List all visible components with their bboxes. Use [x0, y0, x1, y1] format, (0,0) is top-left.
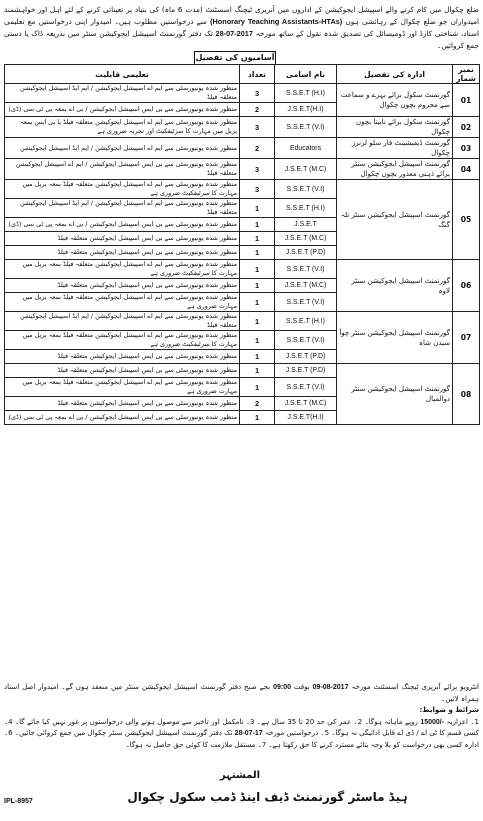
- qualification-cell: منظور شدہ یونیورسٹی سے ایم اے اسپیشل ایجوکیشن / ایم ایڈ اسپیشل ایجوکیشن متعلقہ فیلڈ: [5, 84, 240, 103]
- header-institution: ادارہ کی تفصیل: [337, 65, 453, 84]
- count-cell: 3: [240, 84, 275, 103]
- count-cell: 1: [240, 350, 275, 364]
- institution-cell: گورنمنٹ اسپیشل ایجوکیشن سنٹر چوآ سیدن شاہ: [337, 312, 453, 364]
- qualification-cell: منظور شدہ یونیورسٹی سے ایم اے اسپیشل ایجوکیشن متعلقہ فیلڈ بمعہ بریل میں مہارت کا سرٹیفکیٹ ضروری ہے: [5, 331, 240, 350]
- institution-cell: گورنمنٹ سکول برائے بہرے و سماعت سے محروم بچوں چکوال: [337, 84, 453, 117]
- post-cell: S.S.E.T (H.I): [275, 312, 337, 331]
- count-cell: 1: [240, 232, 275, 246]
- count-cell: 3: [240, 180, 275, 199]
- qualification-cell: منظور شدہ یونیورسٹی سے ایم اے اسپیشل ایجوکیشن متعلقہ فیلڈ بمعہ بریل میں مہارت کا سرٹیفکیٹ ضروری ہے: [5, 260, 240, 279]
- count-cell: 2: [240, 103, 275, 117]
- table-row: [5, 180, 480, 199]
- intro-line2-end: تک دفتر گورنمنٹ اسپیشل ایجوکیشن سنٹر میں بذریعہ ڈاک یا دستی جمع کروائیں۔: [4, 29, 479, 50]
- terms-heading: شرائط و ضوابط:: [419, 706, 479, 714]
- table-row: [5, 117, 480, 138]
- qualification-cell: منظور شدہ یونیورسٹی سے بی ایس اسپیشل ایجوکیشن متعلقہ فیلڈ: [5, 364, 240, 378]
- post-cell: S.S.E.T (H.I): [275, 84, 337, 103]
- table-row: [5, 159, 480, 180]
- header-serial: نمبر شمار: [453, 65, 480, 84]
- header-qualification: تعلیمی قابلیت: [5, 65, 240, 84]
- institution-cell: گورنمنٹ اسپیشل ایجوکیشن سنٹر تلہ گنگ: [337, 180, 453, 260]
- qualification-cell: منظور شدہ یونیورسٹی سے بی ایس اسپیشل ایجوکیشن متعلقہ فیلڈ: [5, 350, 240, 364]
- interview-time: 09:00: [273, 684, 291, 691]
- institution-cell: گورنمنٹ سکول برائے نابینا بچوں چکوال: [337, 117, 453, 138]
- serial-cell: 04: [453, 159, 480, 180]
- count-cell: 2: [240, 138, 275, 159]
- terms-text-2: روپے ماہانہ ہوگا۔ 2۔ عمر کی حد 20 تا 35 سال ہے۔ 3۔ نامکمل اور تاخیر سے موصول ہونے والی درخواستوں پر غور نہیں کیا جائے گا۔ 4۔ کسی قسم کا ٹی اے / ڈی اے قابل ادائیگی نہ ہوگا۔: [4, 717, 479, 737]
- post-cell: J.S.E.T (P.D): [275, 350, 337, 364]
- post-cell: S.S.E.T (V.I): [275, 117, 337, 138]
- post-cell: S.S.E.T (V.I): [275, 293, 337, 312]
- count-cell: 1: [240, 411, 275, 425]
- qualification-cell: منظور شدہ یونیورسٹی سے بی ایس اسپیشل ایجوکیشن / بی اے بمعہ پی ٹی سی (ڈی): [5, 411, 240, 425]
- interview-date: 09-08-2017: [312, 684, 349, 691]
- count-cell: 1: [240, 331, 275, 350]
- serial-cell: 02: [453, 117, 480, 138]
- honorarium-amount: 15000/-: [420, 718, 445, 726]
- ipl-code: IPL-8957: [4, 798, 33, 805]
- intro-line2: سے درخواستیں مطلوب ہیں۔ امیدوار اپنی درخواستیں مع تعلیمی اسناد، شناختی کارڈ اور ڈومیسائل کی تصدیق شدہ نقول کے ساتھ مورخہ: [4, 17, 480, 38]
- institution-cell: گورنمنٹ ڈیفیشینٹ فار سلو لرنرز چکوال: [337, 138, 453, 159]
- advertiser-label: المشتہر: [219, 770, 261, 781]
- institution-cell: گورنمنٹ اسپیشل ایجوکیشن سنٹر دوالمیال: [337, 364, 453, 425]
- count-cell: 1: [240, 218, 275, 232]
- serial-cell: 08: [453, 364, 480, 425]
- qualification-cell: منظور شدہ یونیورسٹی سے ایم اے اسپیشل ایجوکیشن متعلقہ فیلڈ یا بی ایس بمعہ بریل میں مہارت کا سرٹیفکیٹ اور تجربہ ضروری ہے: [5, 117, 240, 138]
- interview-note-text: انٹرویو برائے آنریری ٹیچنگ اسسٹنٹ مورخہ: [351, 683, 479, 691]
- posts-table: [4, 64, 480, 425]
- qualification-cell: منظور شدہ یونیورسٹی سے بی ایس اسپیشل ایجوکیشن متعلقہ فیلڈ: [5, 279, 240, 293]
- count-cell: 1: [240, 246, 275, 260]
- qualification-cell: منظور شدہ یونیورسٹی سے بی ایس اسپیشل ایجوکیشن متعلقہ فیلڈ: [5, 397, 240, 411]
- hta-label: (Honorary Teaching Assistants-HTAs): [210, 17, 343, 26]
- post-cell: S.S.E.T (V.I): [275, 378, 337, 397]
- qualification-cell: منظور شدہ یونیورسٹی سے ایم اے اسپیشل ایجوکیشن / ایم ایڈ اسپیشل ایجوکیشن متعلقہ فیلڈ: [5, 312, 240, 331]
- qualification-cell: منظور شدہ یونیورسٹی سے ایم اے اسپیشل ایجوکیشن متعلقہ فیلڈ بمعہ بریل میں مہارت ضروری ہے: [5, 293, 240, 312]
- serial-cell: 06: [453, 260, 480, 312]
- terms-text-3: 5۔ درخواستیں مورخہ: [264, 729, 330, 737]
- post-cell: J.S.E.T (M.C): [275, 397, 337, 411]
- qualification-cell: منظور شدہ یونیورسٹی سے ایم اے اسپیشل ایجوکیشن / ایم ایڈ اسپیشل ایجوکیشن متعلقہ فیلڈ: [5, 199, 240, 218]
- terms-paragraph: [4, 717, 479, 752]
- post-cell: Educators: [275, 138, 337, 159]
- count-cell: 1: [240, 293, 275, 312]
- count-cell: 1: [240, 199, 275, 218]
- signoff-line: ہیڈ ماسٹر گورنمنٹ ڈیف اینڈ ڈمب سکول چکوال: [127, 790, 408, 804]
- table-row: [5, 138, 480, 159]
- qualification-cell: منظور شدہ یونیورسٹی سے ایم اے اسپیشل ایجوکیشن / ایم ایڈ اسپیشل ایجوکیشن: [5, 138, 240, 159]
- post-cell: J.S.E.T: [275, 218, 337, 232]
- serial-cell: 03: [453, 138, 480, 159]
- post-cell: J.S.E.T (M.C): [275, 232, 337, 246]
- intro-line1: ضلع چکوال میں کام کرنے والے اسپیشل ایجوکیشن کے اداروں میں آنریری ٹیچنگ اسسٹنٹ (مدت 6 ماہ) کی بنیاد پر تعیناتی کرنے کے لئے اہل اور خواہشمند امیدواران جو ضلع چکوال کے رہائشی ہوں: [4, 5, 480, 26]
- qualification-cell: منظور شدہ یونیورسٹی سے بی ایس اسپیشل ایجوکیشن / ایم اے اسپیشل ایجوکیشن متعلقہ فیلڈ: [5, 159, 240, 180]
- qualification-cell: منظور شدہ یونیورسٹی سے بی ایس اسپیشل ایجوکیشن متعلقہ فیلڈ: [5, 246, 240, 260]
- terms-text-4: تک دفتر گورنمنٹ اسپیشل ایجوکیشن سنٹر چکوال میں جمع کروائی جائیں۔ 6۔ ادارہ کسی بھی درخواست کو بلا وجہ بتائے مسترد کرنے کا حق رکھتا ہے۔ 7۔ مستقل ملازمت کا کوئی حق حاصل نہ ہوگا۔: [4, 729, 479, 749]
- post-cell: J.S.E.T (M.C): [275, 279, 337, 293]
- serial-cell: 01: [453, 84, 480, 117]
- post-cell: S.S.E.T (V.I): [275, 331, 337, 350]
- table-row: [5, 84, 480, 103]
- table-row: [5, 260, 480, 279]
- interview-note-time-label: بوقت: [293, 683, 310, 691]
- header-post: نام اسامی: [275, 65, 337, 84]
- posts-heading: آسامیوں کی تفصیل: [194, 51, 276, 65]
- header-count: تعداد: [240, 65, 275, 84]
- intro-paragraph: [4, 4, 479, 52]
- qualification-cell: منظور شدہ یونیورسٹی سے بی ایس اسپیشل ایجوکیشن متعلقہ فیلڈ: [5, 232, 240, 246]
- count-cell: 1: [240, 364, 275, 378]
- count-cell: 1: [240, 378, 275, 397]
- interview-note-end: بجے صبح دفتر گورنمنٹ اسپیشل ایجوکیشن سنٹر میں منعقد ہوں گے۔ امیدوار اصل اسناد ہمراہ لائیں۔: [4, 683, 479, 703]
- qualification-cell: منظور شدہ یونیورسٹی سے ایم اے اسپیشل ایجوکیشن متعلقہ فیلڈ بمعہ بریل میں مہارت ضروری ہے: [5, 378, 240, 397]
- table-header-row: [5, 65, 480, 84]
- count-cell: 1: [240, 312, 275, 331]
- qualification-cell: منظور شدہ یونیورسٹی سے بی ایس اسپیشل ایجوکیشن / بی اے بمعہ پی ٹی سی (ڈی): [5, 218, 240, 232]
- institution-cell: گورنمنٹ اسپیشل ایجوکیشن سنٹر برائے ذہنی معذور بچوں چکوال: [337, 159, 453, 180]
- post-cell: S.S.E.T (H.I): [275, 199, 337, 218]
- serial-cell: 07: [453, 312, 480, 364]
- count-cell: 1: [240, 260, 275, 279]
- qualification-cell: منظور شدہ یونیورسٹی سے ایم اے اسپیشل ایجوکیشن متعلقہ فیلڈ بمعہ بریل میں مہارت کا سرٹیفکیٹ ضروری ہے: [5, 180, 240, 199]
- count-cell: 3: [240, 117, 275, 138]
- serial-cell: 05: [453, 180, 480, 260]
- post-cell: J.S.E.T (M.C): [275, 159, 337, 180]
- terms-date: 28-07-17: [234, 730, 263, 737]
- posts-table-body: [5, 84, 480, 425]
- count-cell: 3: [240, 159, 275, 180]
- terms-text-1: 1۔ اعزازیہ: [446, 717, 480, 726]
- count-cell: 1: [240, 279, 275, 293]
- post-cell: J.S.E.T (P.D): [275, 364, 337, 378]
- interview-note: [4, 682, 479, 705]
- institution-cell: گورنمنٹ اسپیشل ایجوکیشن سنٹر لاوہ: [337, 260, 453, 312]
- post-cell: J.S.E.T(H.I): [275, 103, 337, 117]
- table-row: [5, 364, 480, 378]
- post-cell: S.S.E.T (V.I): [275, 180, 337, 199]
- application-deadline: 28-07-2017: [215, 29, 253, 38]
- table-row: [5, 312, 480, 331]
- post-cell: S.S.E.T (V.I): [275, 260, 337, 279]
- count-cell: 2: [240, 397, 275, 411]
- post-cell: J.S.E.T (P.D): [275, 246, 337, 260]
- post-cell: J.S.E.T(H.I): [275, 411, 337, 425]
- qualification-cell: منظور شدہ یونیورسٹی سے بی ایس اسپیشل ایجوکیشن / بی اے بمعہ پی ٹی سی (ڈی): [5, 103, 240, 117]
- footer-notes: [4, 682, 479, 751]
